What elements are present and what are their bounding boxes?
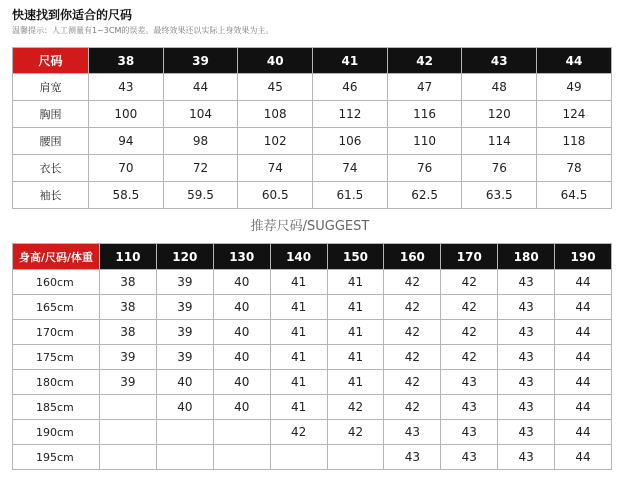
suggested-size-cell — [327, 445, 384, 470]
measurement-label: 袖长 — [13, 182, 89, 209]
suggested-size-cell: 41 — [327, 295, 384, 320]
size-header-cell: 40 — [238, 48, 313, 74]
height-label: 160cm — [13, 270, 100, 295]
table-row — [13, 270, 612, 295]
size-header-cell: 38 — [89, 48, 164, 74]
suggested-size-cell: 39 — [156, 320, 213, 345]
weight-header-row — [13, 244, 612, 270]
size-header-cell: 44 — [537, 48, 612, 74]
suggest-heading: 推荐尺码/SUGGEST — [250, 219, 370, 234]
weight-header-cell: 190 — [555, 244, 612, 270]
measurement-value: 112 — [313, 101, 388, 128]
suggested-size-cell: 41 — [270, 395, 327, 420]
table-row — [13, 445, 612, 470]
suggested-size-cell — [156, 420, 213, 445]
suggested-size-cell: 41 — [270, 295, 327, 320]
measurement-value: 106 — [313, 128, 388, 155]
suggested-size-cell: 40 — [213, 320, 270, 345]
weight-header-cell: 120 — [156, 244, 213, 270]
suggested-size-cell: 39 — [100, 345, 157, 370]
measurement-value: 118 — [537, 128, 612, 155]
suggested-size-cell: 41 — [270, 270, 327, 295]
suggested-size-cell: 41 — [327, 270, 384, 295]
suggested-size-cell: 43 — [498, 320, 555, 345]
measurement-value: 61.5 — [313, 182, 388, 209]
suggested-size-cell: 44 — [555, 370, 612, 395]
measurement-value: 104 — [163, 101, 238, 128]
suggested-size-cell: 41 — [270, 370, 327, 395]
weight-header-cell: 180 — [498, 244, 555, 270]
measurement-value: 74 — [238, 155, 313, 182]
measurement-value: 58.5 — [89, 182, 164, 209]
suggested-size-cell: 42 — [384, 395, 441, 420]
suggested-size-cell: 43 — [498, 370, 555, 395]
table-row — [13, 370, 612, 395]
suggested-size-cell: 41 — [270, 345, 327, 370]
suggested-size-cell: 43 — [441, 370, 498, 395]
measurement-label: 衣长 — [13, 155, 89, 182]
measurement-value: 43 — [89, 74, 164, 101]
suggested-size-cell: 42 — [384, 295, 441, 320]
suggested-size-cell: 41 — [327, 345, 384, 370]
suggested-size-cell: 43 — [498, 270, 555, 295]
measurement-value: 76 — [462, 155, 537, 182]
suggested-size-cell: 40 — [156, 395, 213, 420]
suggested-size-cell: 43 — [384, 445, 441, 470]
suggested-size-cell: 42 — [441, 345, 498, 370]
suggested-size-cell: 41 — [327, 370, 384, 395]
suggested-size-cell: 43 — [441, 395, 498, 420]
measurement-label: 腰围 — [13, 128, 89, 155]
table-row — [13, 155, 612, 182]
suggested-size-cell: 43 — [498, 395, 555, 420]
measurement-value: 98 — [163, 128, 238, 155]
height-label: 180cm — [13, 370, 100, 395]
suggested-size-cell: 42 — [441, 320, 498, 345]
suggested-size-cell: 44 — [555, 345, 612, 370]
table-row — [13, 128, 612, 155]
height-label: 185cm — [13, 395, 100, 420]
suggested-size-cell: 38 — [100, 295, 157, 320]
height-label: 165cm — [13, 295, 100, 320]
measurement-label: 胸围 — [13, 101, 89, 128]
table-row — [13, 295, 612, 320]
measurement-value: 46 — [313, 74, 388, 101]
suggested-size-cell: 41 — [327, 320, 384, 345]
suggested-size-cell: 44 — [555, 320, 612, 345]
measurement-value: 120 — [462, 101, 537, 128]
suggested-size-cell: 44 — [555, 395, 612, 420]
suggested-size-cell: 40 — [213, 295, 270, 320]
suggested-size-cell: 39 — [100, 370, 157, 395]
suggested-size-cell: 40 — [213, 395, 270, 420]
weight-header-cell: 170 — [441, 244, 498, 270]
suggested-size-cell: 42 — [384, 320, 441, 345]
suggested-size-cell — [213, 420, 270, 445]
suggested-size-cell: 42 — [384, 370, 441, 395]
measurement-value: 124 — [537, 101, 612, 128]
size-header-cell: 41 — [313, 48, 388, 74]
suggested-size-cell: 40 — [213, 270, 270, 295]
suggested-size-cell: 38 — [100, 270, 157, 295]
size-header-cell: 43 — [462, 48, 537, 74]
height-label: 175cm — [13, 345, 100, 370]
measurement-value: 62.5 — [387, 182, 462, 209]
measurement-value: 64.5 — [537, 182, 612, 209]
table-row — [13, 182, 612, 209]
weight-header-cell: 110 — [100, 244, 157, 270]
size-chart-table — [12, 47, 612, 209]
suggested-size-cell: 39 — [156, 345, 213, 370]
measurement-value: 44 — [163, 74, 238, 101]
suggested-size-cell: 43 — [498, 420, 555, 445]
measurement-label: 肩宽 — [13, 74, 89, 101]
suggested-size-cell — [156, 445, 213, 470]
measurement-value: 102 — [238, 128, 313, 155]
suggested-size-cell: 41 — [270, 320, 327, 345]
suggested-size-cell: 43 — [384, 420, 441, 445]
suggested-size-cell: 42 — [327, 395, 384, 420]
size-header-cell: 42 — [387, 48, 462, 74]
table-row — [13, 420, 612, 445]
measurement-note: 温馨提示：人工测量有1~3CM的误差。最终效果还以实际上身效果为主。 — [12, 26, 274, 35]
suggested-size-cell: 42 — [441, 295, 498, 320]
weight-header-cell: 150 — [327, 244, 384, 270]
suggested-size-cell: 42 — [384, 270, 441, 295]
suggested-size-cell: 42 — [270, 420, 327, 445]
suggested-size-cell: 43 — [498, 295, 555, 320]
page-title: 快速找到你适合的尺码 — [12, 8, 133, 22]
measurement-value: 47 — [387, 74, 462, 101]
measurement-value: 76 — [387, 155, 462, 182]
height-label: 190cm — [13, 420, 100, 445]
size-corner-cell: 尺码 — [13, 48, 89, 74]
measurement-value: 48 — [462, 74, 537, 101]
suggested-size-cell — [270, 445, 327, 470]
suggested-size-cell: 42 — [441, 270, 498, 295]
suggested-size-cell: 43 — [441, 445, 498, 470]
table-row — [13, 320, 612, 345]
size-header-cell: 39 — [163, 48, 238, 74]
suggested-size-cell: 40 — [156, 370, 213, 395]
measurement-value: 45 — [238, 74, 313, 101]
suggested-size-cell — [100, 395, 157, 420]
suggested-size-cell: 44 — [555, 295, 612, 320]
measurement-value: 114 — [462, 128, 537, 155]
suggested-size-cell: 39 — [156, 295, 213, 320]
measurement-value: 100 — [89, 101, 164, 128]
suggested-size-table — [12, 243, 612, 470]
suggested-size-cell: 42 — [384, 345, 441, 370]
height-label: 170cm — [13, 320, 100, 345]
weight-header-cell: 160 — [384, 244, 441, 270]
suggested-size-cell: 44 — [555, 445, 612, 470]
table-row — [13, 101, 612, 128]
suggested-size-cell: 42 — [327, 420, 384, 445]
measurement-value: 49 — [537, 74, 612, 101]
weight-header-cell: 130 — [213, 244, 270, 270]
suggested-size-cell — [100, 420, 157, 445]
measurement-value: 110 — [387, 128, 462, 155]
table-row — [13, 345, 612, 370]
size-header-row — [13, 48, 612, 74]
measurement-value: 74 — [313, 155, 388, 182]
suggested-size-cell: 43 — [498, 445, 555, 470]
measurement-value: 70 — [89, 155, 164, 182]
suggested-size-cell: 44 — [555, 420, 612, 445]
suggested-size-cell: 40 — [213, 345, 270, 370]
measurement-value: 72 — [163, 155, 238, 182]
suggested-size-cell: 39 — [156, 270, 213, 295]
weight-header-cell: 140 — [270, 244, 327, 270]
suggested-size-cell: 43 — [498, 345, 555, 370]
measurement-value: 59.5 — [163, 182, 238, 209]
suggested-size-cell: 43 — [441, 420, 498, 445]
height-label: 195cm — [13, 445, 100, 470]
measurement-value: 108 — [238, 101, 313, 128]
suggest-corner-cell: 身高/尺码/体重 — [13, 244, 100, 270]
measurement-value: 63.5 — [462, 182, 537, 209]
suggested-size-cell: 38 — [100, 320, 157, 345]
suggested-size-cell: 40 — [213, 370, 270, 395]
suggested-size-cell — [100, 445, 157, 470]
table-row — [13, 395, 612, 420]
measurement-value: 60.5 — [238, 182, 313, 209]
measurement-value: 94 — [89, 128, 164, 155]
suggested-size-cell: 44 — [555, 270, 612, 295]
measurement-value: 78 — [537, 155, 612, 182]
measurement-value: 116 — [387, 101, 462, 128]
suggested-size-cell — [213, 445, 270, 470]
table-row — [13, 74, 612, 101]
